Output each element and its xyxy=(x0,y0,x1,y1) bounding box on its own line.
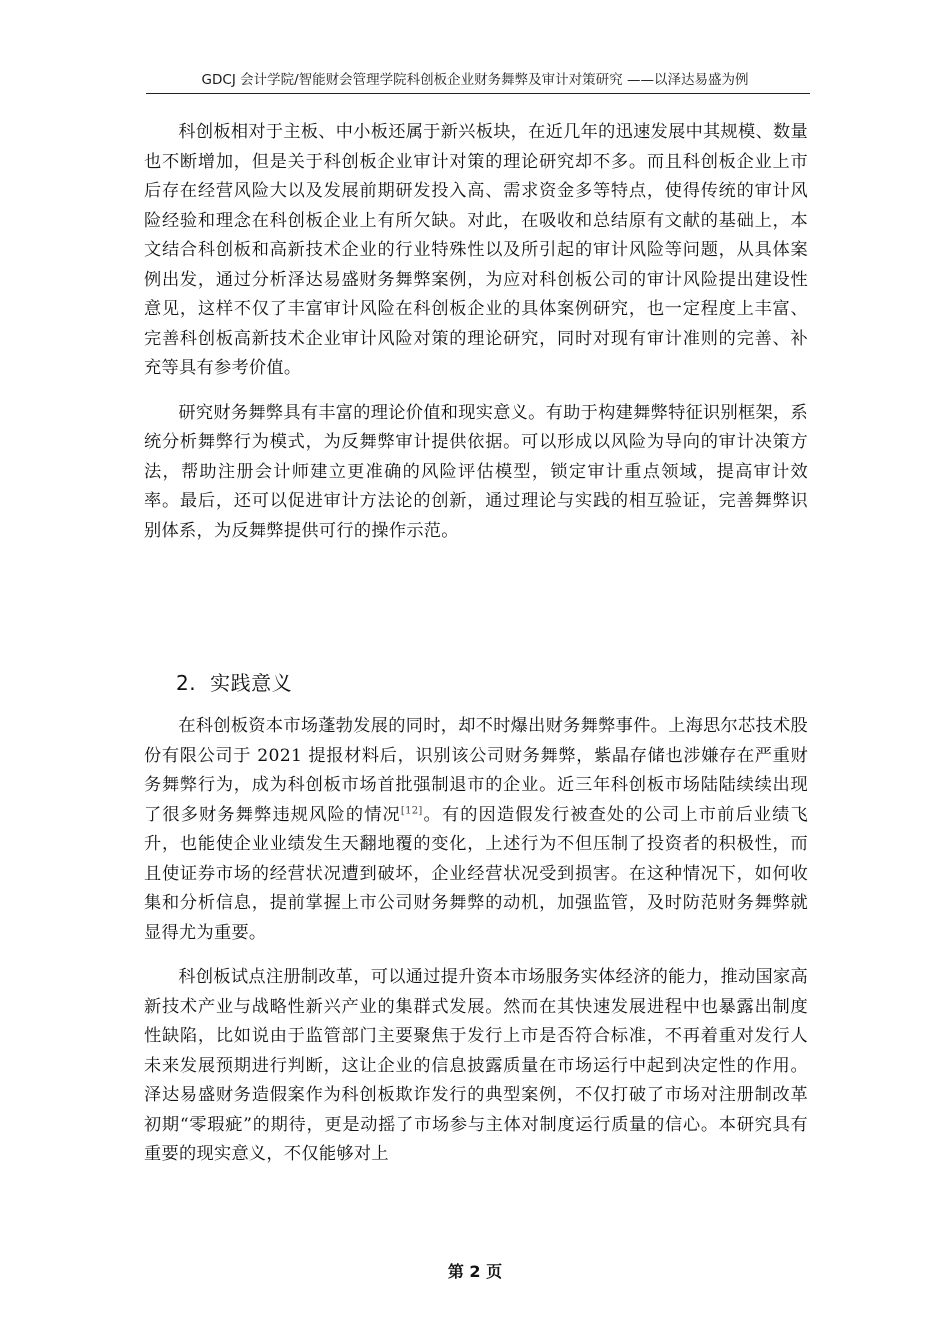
page-number: 第 2 页 xyxy=(447,1262,503,1281)
body-paragraph xyxy=(144,712,808,948)
body-paragraph: 科创板试点注册制改革，可以通过提升资本市场服务实体经济的能力，推动国家高新技术产业与战略性新兴产业的集群式发展。然而在其快速发展进程中也暴露出制度性缺陷，比如说由于监管部门主要聚焦于发行上市是否符合标准，不再着重对发行人未来发展预期进行判断，这让企业的信息披露质量在市场运行中起到决定性的作用。泽达易盛财务造假案作为科创板欺诈发行的典型案例，不仅打破了市场对注册制改革初期“零瑕疵”的期待，更是动摇了市场参与主体对制度运行质量的信心。本研究具有重要的现实意义，不仅能够对上 xyxy=(144,967,808,1164)
body-paragraph: 研究财务舞弊具有丰富的理论价值和现实意义。有助于构建舞弊特征识别框架，系统分析舞弊行为模式，为反舞弊审计提供依据。可以形成以风险为导向的审计决策方法，帮助注册会计师建立更准确的风险评估模型，锁定审计重点领域，提高审计效率。最后，还可以促进审计方法论的创新，通过理论与实践的相互验证，完善舞弊识别体系，为反舞弊提供可行的操作示范。 xyxy=(144,402,808,541)
section-heading xyxy=(176,668,292,698)
section-heading-number: 2. xyxy=(176,671,197,695)
section-2-body xyxy=(144,712,808,1170)
section-heading-text: 实践意义 xyxy=(210,671,293,695)
citation-marker[interactable]: [12] xyxy=(400,804,423,816)
paragraph-text: 在科创板资本市场蓬勃发展的同时，却不时爆出财务舞弊事件。上海思尔芯技术股份有限公司于 2021 提报材料后，识别该公司财务舞弊，紫晶存储也涉嫌存在严重财务舞弊行为，成为科创板市场首批强制退市的企业。近三年科创板市场陆陆续续出现了很多财务舞弊违规风险的情况 xyxy=(144,716,808,825)
header-rule xyxy=(146,93,810,94)
section-1-body xyxy=(144,118,808,546)
running-header: GDCJ 会计学院/智能财会管理学院科创板企业财务舞弊及审计对策研究 ——以泽达易盛为例 xyxy=(201,72,749,88)
body-paragraph: 科创板相对于主板、中小板还属于新兴板块，在近几年的迅速发展中其规模、数量也不断增加，但是关于科创板企业审计对策的理论研究却不多。而且科创板企业上市后存在经营风险大以及发展前期研发投入高、需求资金多等特点，使得传统的审计风险经验和理念在科创板企业上有所欠缺。对此，在吸收和总结原有文献的基础上，本文结合科创板和高新技术企业的行业特殊性以及所引起的审计风险等问题，从具体案例出发，通过分析泽达易盛财务舞弊案例，为应对科创板公司的审计风险提出建设性意见，这样不仅了丰富审计风险在科创板企业的具体案例研究，也一定程度上丰富、完善科创板高新技术企业审计风险对策的理论研究，同时对现有审计准则的完善、补充等具有参考价值。 xyxy=(144,122,808,378)
paragraph-text: 。有的因造假发行被查处的公司上市前后业绩飞升，也能使企业业绩发生天翻地覆的变化，上述行为不但压制了投资者的积极性，而且使证券市场的经营状况遭到破坏，企业经营状况受到损害。在这种情况下，如何收集和分析信息，提前掌握上市公司财务舞弊的动机，加强监管，及时防范财务舞弊就显得尤为重要。 xyxy=(144,804,808,943)
